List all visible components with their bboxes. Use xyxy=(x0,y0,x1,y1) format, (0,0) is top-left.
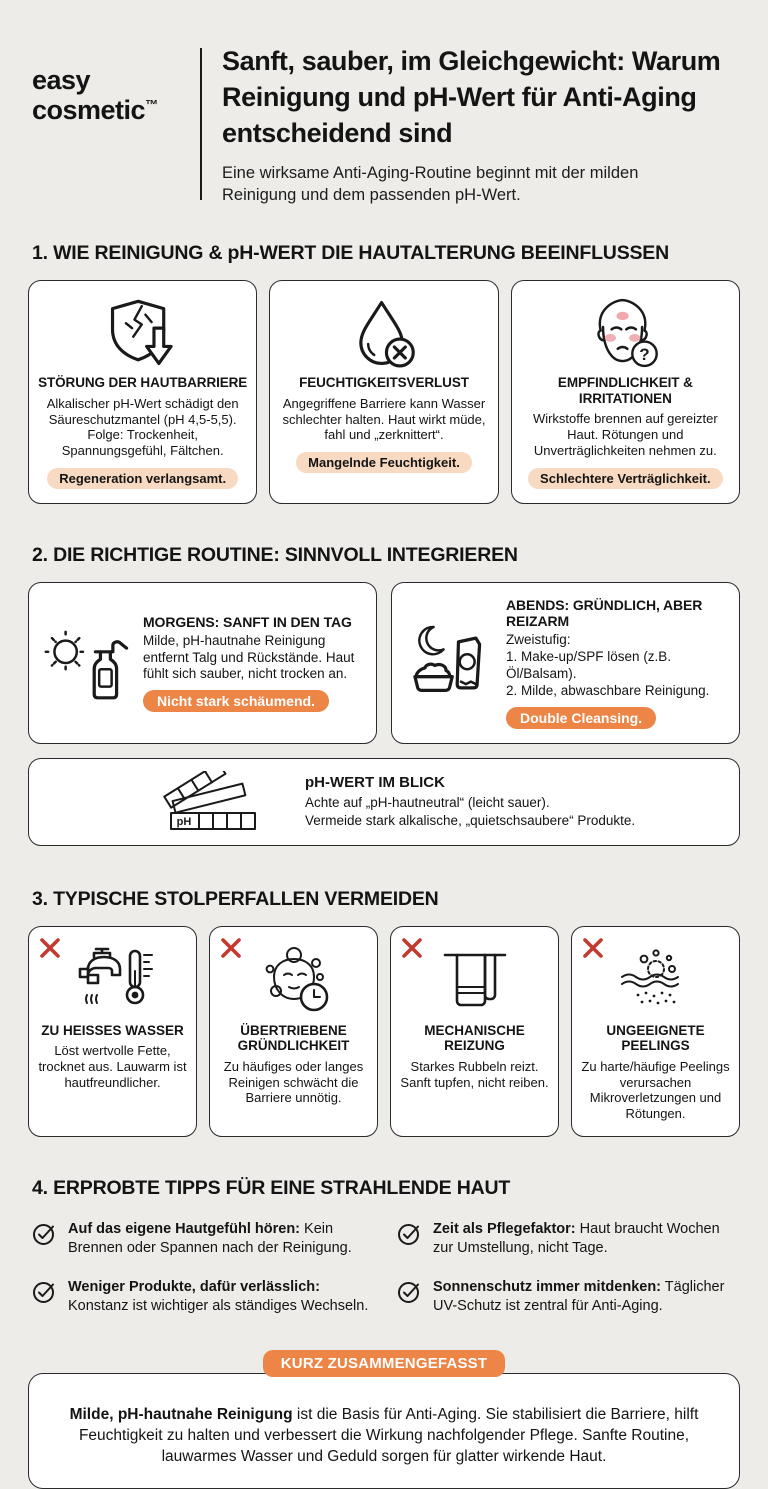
card-body: Wirkstoffe brennen auf gereizter Haut. Rötungen und Unverträglichkeiten nehmen zu. xyxy=(532,411,718,458)
card-ph-wert xyxy=(28,758,740,846)
card-body: Angegriffene Barriere kann Wasser schlechter halten. Haut wirkt müde, fahl und „zerknittert“. xyxy=(282,395,486,443)
check-circle-icon xyxy=(32,1280,56,1316)
card-body-line: Zweistufig: xyxy=(506,632,571,648)
card-title: pH-WERT IM BLICK xyxy=(305,774,445,792)
card-feuchtigkeitsverlust xyxy=(269,280,498,504)
tip-text: Zeit als Pflegefaktor: Haut braucht Wochen zur Umstellung, nicht Tage. xyxy=(433,1221,720,1257)
ph-label: pH xyxy=(176,815,192,828)
page-title: Sanft, sauber, im Gleichgewicht: Warum Reinigung und pH-Wert für Anti-Aging entscheidend sind xyxy=(222,46,721,148)
irritated-face-question-icon xyxy=(520,291,731,375)
tip-text: Weniger Produkte, dafür verlässlich: Konstanz ist wichtiger als ständiges Wechseln. xyxy=(68,1278,369,1314)
page-subtitle: Eine wirksame Anti-Aging-Routine beginnt mit der milden Reinigung und dem passenden pH-Wert. xyxy=(222,163,639,204)
card-body-line: 2. Milde, abwaschbare Reinigung. xyxy=(506,682,710,698)
card-title: MORGENS: SANFT IN DEN TAG xyxy=(143,613,352,630)
card-title: FEUCHTIGKEITSVERLUST xyxy=(299,375,469,391)
card-gruendlichkeit xyxy=(209,926,378,1137)
card-body: Starkes Rubbeln reizt. Sanft tupfen, nicht reiben. xyxy=(400,1058,549,1090)
header-text xyxy=(202,44,727,206)
water-drop-x-icon xyxy=(278,291,489,375)
card-abends xyxy=(391,582,740,744)
card-title: ZU HEISSES WASSER xyxy=(41,1022,184,1038)
card-hautbarriere xyxy=(28,280,257,504)
card-body: Milde, pH-hautnahe Reinigung entfernt Talg und Rückstände. Haut fühlt sich sauber, nicht trocken an. xyxy=(143,632,355,682)
section3-heading: 3. TYPISCHE STOLPERFALLEN VERMEIDEN xyxy=(32,887,439,910)
tips-grid xyxy=(32,1220,736,1315)
moon-cream-tube-icon xyxy=(404,617,498,709)
card-heisses-wasser xyxy=(28,926,197,1137)
tip-weniger-produkte xyxy=(32,1278,371,1316)
summary-section xyxy=(28,1350,740,1489)
card-body: Löst wertvolle Fette, trocknet aus. Lauwarm ist hautfreundlicher. xyxy=(38,1043,187,1090)
check-circle-icon xyxy=(397,1280,421,1316)
card-mechanische-reizung xyxy=(390,926,559,1137)
tip-sonnenschutz xyxy=(397,1278,736,1316)
red-x-icon xyxy=(39,937,61,959)
card-peelings xyxy=(571,926,740,1137)
logo-line-2: cosmetic™ xyxy=(32,94,158,125)
brand-logo xyxy=(32,44,200,206)
red-x-icon xyxy=(582,937,604,959)
card-body: Zu häufiges oder langes Reinigen schwächt die Barriere unnötig. xyxy=(223,1058,364,1106)
card-title: EMPFINDLICHKEIT & IRRITATIONEN xyxy=(557,375,693,406)
section3-cards xyxy=(28,926,740,1137)
tip-zeit xyxy=(397,1220,736,1258)
section2-cards xyxy=(28,582,740,744)
status-badge: Schlechtere Verträglichkeit. xyxy=(528,468,723,489)
card-body: Alkalischer pH-Wert schädigt den Säureschutzmantel (pH 4,5-5,5). Folge: Trockenheit, Spannungsgefühl, Fältchen. xyxy=(46,395,239,459)
logo-line-1: easy xyxy=(32,65,91,95)
card-morgens xyxy=(28,582,377,744)
check-circle-icon xyxy=(397,1222,421,1258)
cracked-shield-arrow-icon xyxy=(37,291,248,375)
status-badge: Regeneration verlangsamt. xyxy=(47,468,238,489)
card-body xyxy=(506,632,727,700)
card-title: ABENDS: GRÜNDLICH, ABER REIZARM xyxy=(506,597,703,630)
sun-pump-bottle-icon xyxy=(41,617,135,709)
card-body-line: Achte auf „pH-hautneutral“ (leicht sauer). xyxy=(305,795,550,811)
section1-cards xyxy=(28,280,740,504)
check-circle-icon xyxy=(32,1222,56,1258)
card-body: Zu harte/häufige Peelings verursachen Mikroverletzungen und Rötungen. xyxy=(581,1058,730,1122)
card-title: UNGEEIGNETE PEELINGS xyxy=(606,1022,705,1054)
tip-text: Auf das eigene Hautgefühl hören: Kein Brennen oder Spannen nach der Reinigung. xyxy=(68,1221,352,1257)
status-badge: Double Cleansing. xyxy=(506,707,656,729)
summary-badge: KURZ ZUSAMMENGEFASST xyxy=(263,1350,506,1377)
section4-heading: 4. ERPROBTE TIPPS FÜR EINE STRAHLENDE HAUT xyxy=(32,1177,511,1200)
card-title: STÖRUNG DER HAUTBARRIERE xyxy=(38,375,248,391)
trademark-symbol: ™ xyxy=(145,96,158,112)
status-badge: Nicht stark schäumend. xyxy=(143,690,329,712)
svg-text:?: ? xyxy=(639,345,651,365)
card-body-line: 1. Make-up/SPF lösen (z.B. Öl/Balsam). xyxy=(506,649,672,681)
summary-text: Milde, pH-hautnahe Reinigung ist die Basis für Anti-Aging. Sie stabilisiert die Barriere, hilft Feuchtigkeit zu halten und verbessert die Wirkung nachfolgender Pflege. Sanfte Routine, lauwarmes Wasser und Geduld sorgen für glatter wirkende Haut. xyxy=(69,1405,699,1466)
card-empfindlichkeit xyxy=(511,280,740,504)
card-title: MECHANISCHE REIZUNG xyxy=(424,1022,525,1054)
tip-hautgefuehl xyxy=(32,1220,371,1258)
ph-test-strips-icon xyxy=(45,771,305,833)
tip-text: Sonnenschutz immer mitdenken: Täglicher UV-Schutz ist zentral für Anti-Aging. xyxy=(433,1278,725,1314)
card-title: ÜBERTRIEBENE GRÜNDLICHKEIT xyxy=(237,1022,350,1054)
summary-box xyxy=(28,1373,740,1489)
header xyxy=(28,44,740,206)
red-x-icon xyxy=(220,937,242,959)
section2-heading: 2. DIE RICHTIGE ROUTINE: SINNVOLL INTEGRIEREN xyxy=(32,544,518,567)
red-x-icon xyxy=(401,937,423,959)
section1-heading: 1. WIE REINIGUNG & pH-WERT DIE HAUTALTERUNG BEEINFLUSSEN xyxy=(32,242,669,265)
card-body-line: Vermeide stark alkalische, „quietschsaubere“ Produkte. xyxy=(305,812,636,828)
card-body xyxy=(305,794,635,829)
status-badge: Mangelnde Feuchtigkeit. xyxy=(296,452,472,473)
